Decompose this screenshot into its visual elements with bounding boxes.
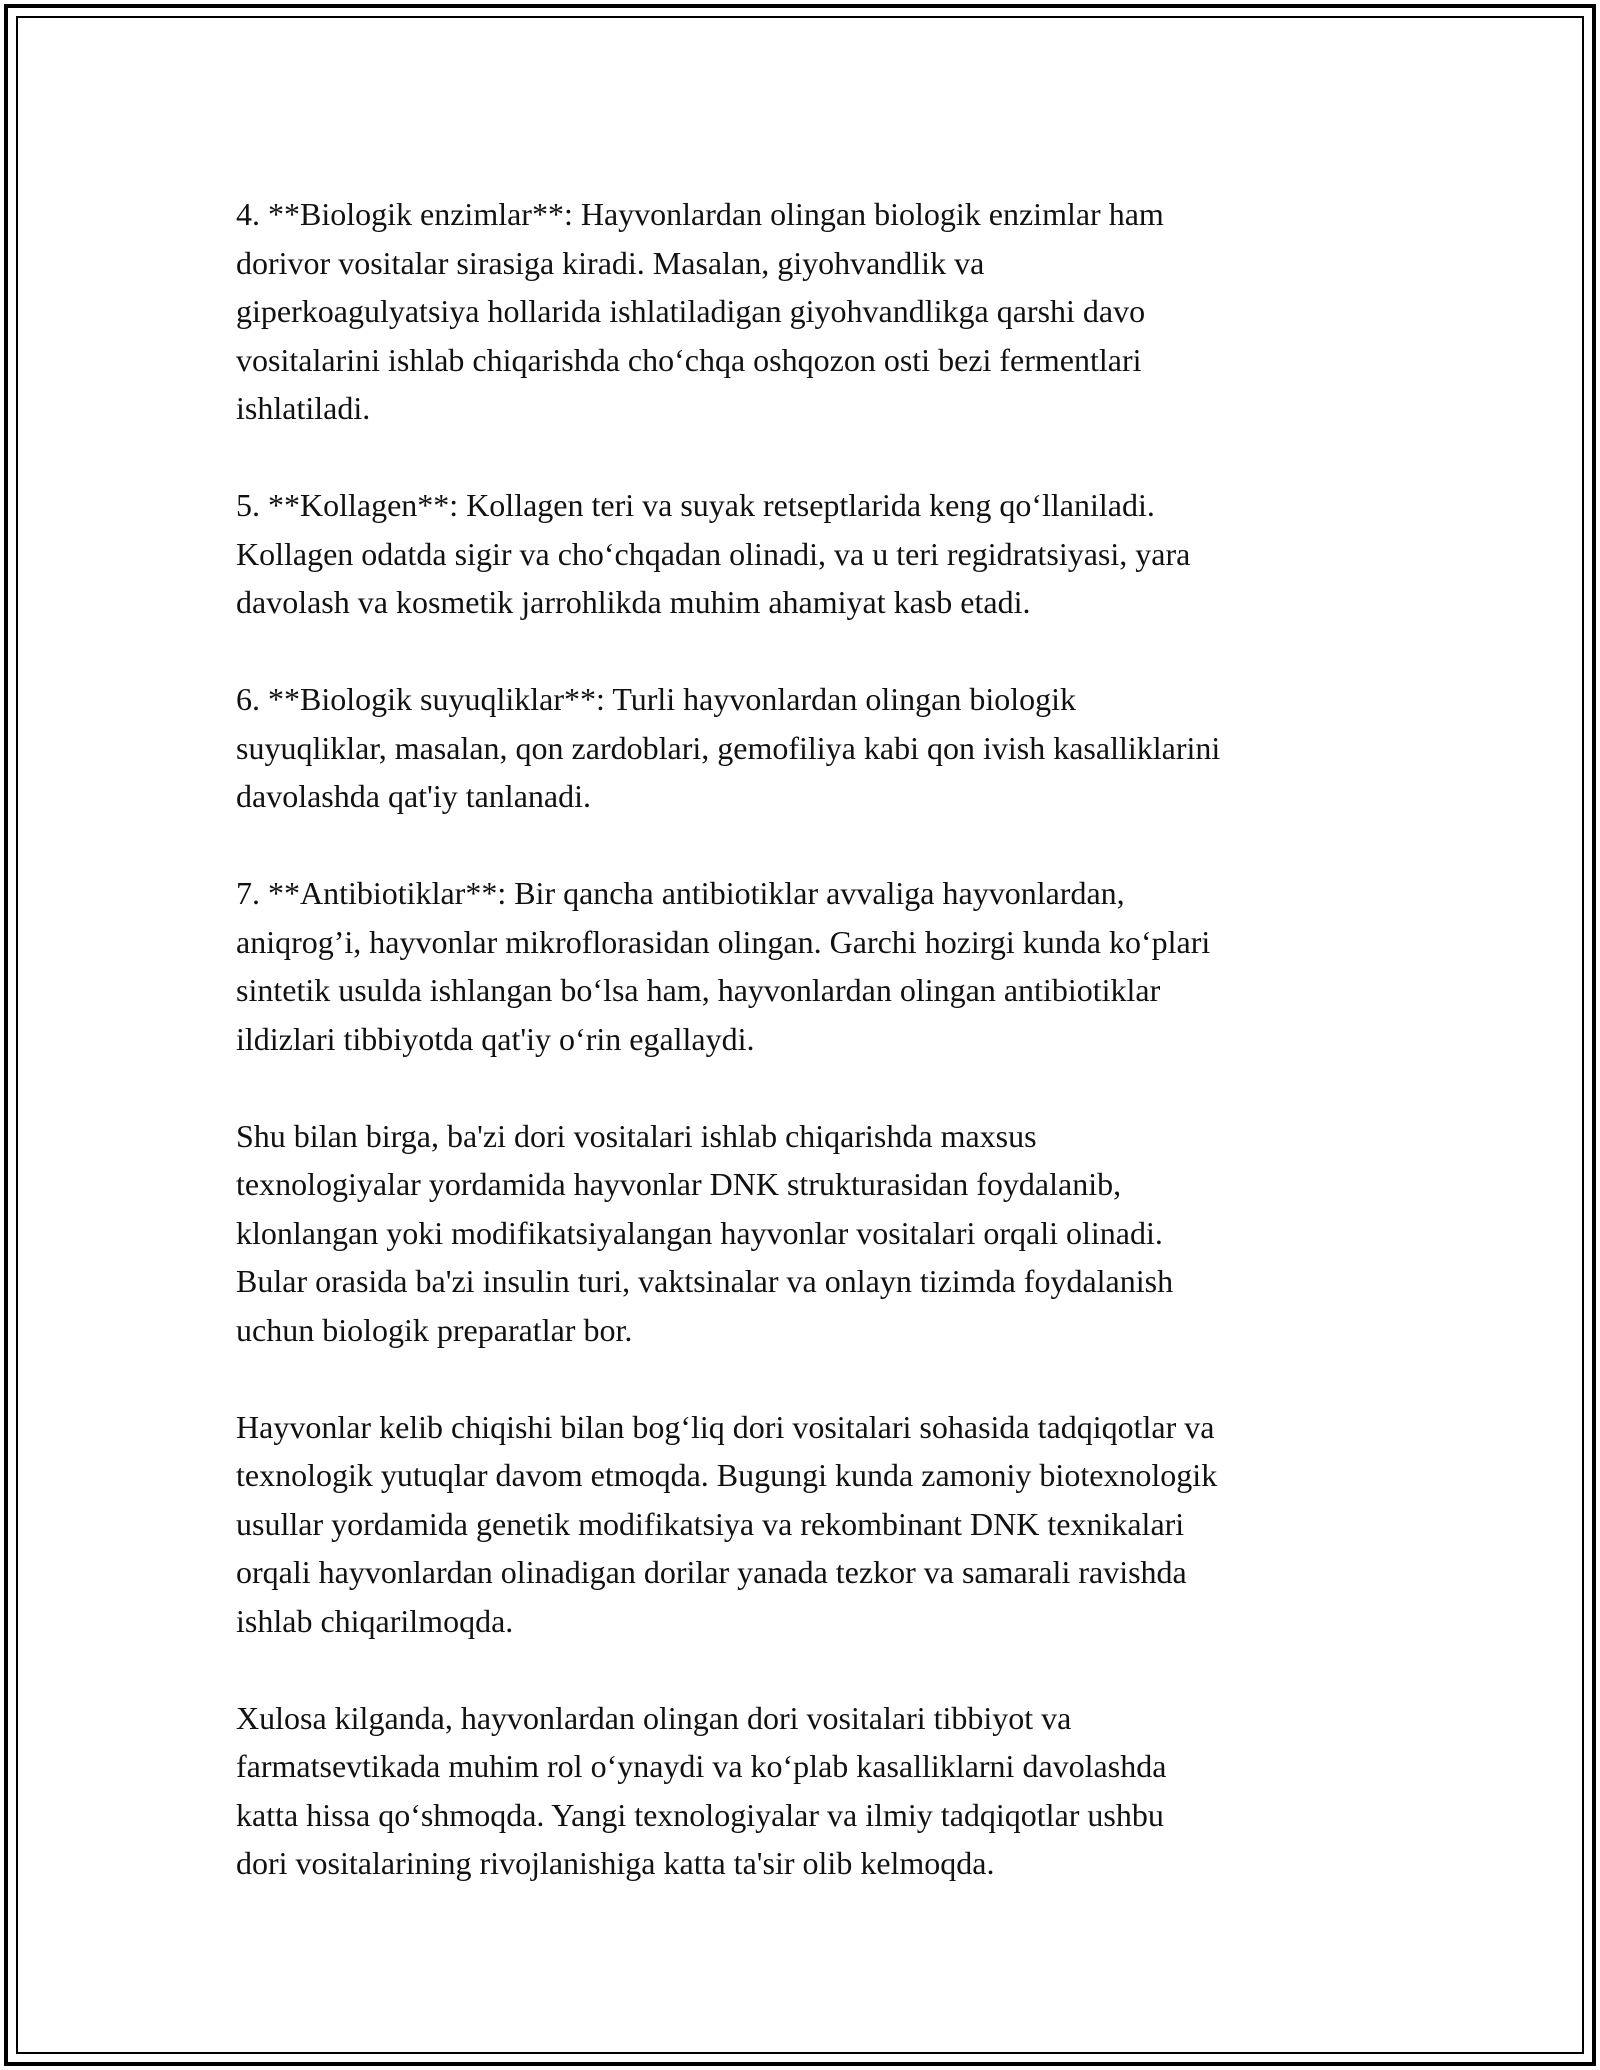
paragraph-antibiotiklar: 7. **Antibiotiklar**: Bir qancha antibiotiklar avvaliga hayvonlardan, aniqrog’i, hayvonlar mikroflorasidan olingan. Garchi hozirgi kunda ko‘plari sintetik usulda ishlangan bo‘lsa ham, hayvonlardan olingan antibiotiklar ildizlari tibbiyotda qat'iy o‘rin egallaydi. xyxy=(236,875,1211,1057)
paragraph-xulosa: Xulosa kilganda, hayvonlardan olingan dori vositalari tibbiyot va farmatsevtikada muhim rol o‘ynaydi va ko‘plab kasalliklarni davolashda katta hissa qo‘shmoqda. Yangi texnologiyalar va ilmiy tadqiqotlar ushbu dori vositalarining rivojlanishiga katta ta'sir olib kelmoqda. xyxy=(236,1699,1167,1881)
document-body xyxy=(236,190,1386,1888)
paragraph-biologik-suyuqliklar: 6. **Biologik suyuqliklar**: Turli hayvonlardan olingan biologik suyuqliklar, masalan, qon zardoblari, gemofiliya kabi qon ivish kasalliklarini davolashda qat'iy tanlanadi. xyxy=(236,681,1221,814)
paragraph-kollagen: 5. **Kollagen**: Kollagen teri va suyak retseptlarida keng qo‘llaniladi. Kollagen odatda sigir va cho‘chqadan olinadi, va u teri regidratsiyasi, yara davolash va kosmetik jarrohlikda muhim ahamiyat kasb etadi. xyxy=(236,487,1191,620)
paragraph-dnk-texnologiyalar: Shu bilan birga, ba'zi dori vositalari ishlab chiqarishda maxsus texnologiyalar yordamida hayvonlar DNK strukturasidan foydalanib, klonlangan yoki modifikatsiyalangan hayvonlar vositalari orqali olinadi. Bular orasida ba'zi insulin turi, vaktsinalar va onlayn tizimda foydalanish uchun biologik preparatlar bor. xyxy=(236,1117,1174,1348)
paragraph-biologik-enzimlar: 4. **Biologik enzimlar**: Hayvonlardan olingan biologik enzimlar ham dorivor vositalar sirasiga kiradi. Masalan, giyohvandlik va giperkoagulyatsiya hollarida ishlatiladigan giyohvandlikga qarshi davo vositalarini ishlab chiqarishda cho‘chqa oshqozon osti bezi fermentlari ishlatiladi. xyxy=(236,196,1164,426)
paragraph-tadqiqotlar: Hayvonlar kelib chiqishi bilan bog‘liq dori vositalari sohasida tadqiqotlar va texnologik yutuqlar davom etmoqda. Bugungi kunda zamoniy biotexnologik usullar yordamida genetik modifikatsiya va rekombinant DNK texnikalari orqali hayvonlardan olinadigan dorilar yanada tezkor va samarali ravishda ishlab chiqarilmoqda. xyxy=(236,1408,1218,1639)
